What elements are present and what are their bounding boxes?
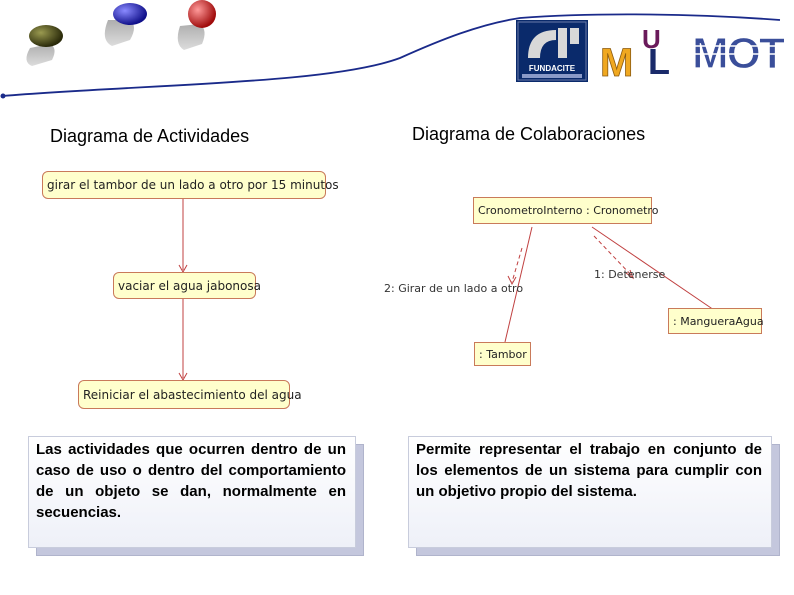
- uml-letter-m: M: [600, 41, 634, 82]
- collab-description: Permite representar el trabajo en conjunto de los elementos de un sistema para cumplir con un objetivo propio del sistema.: [416, 441, 762, 500]
- collab-message-girar: 2: Girar de un lado a otro: [384, 282, 524, 295]
- collab-message-detenerse: 1: Detenerse: [594, 268, 666, 281]
- collab-object-manguera: : MangueraAgua: [668, 308, 762, 334]
- activity-diagram-title: Diagrama de Actividades: [50, 126, 250, 146]
- activity-node-reiniciar: Reiniciar el abastecimiento del agua: [78, 380, 290, 409]
- activity-description: Las actividades que ocurren dentro de un caso de uso o dentro del comportamiento de un objeto se dan, normalmente en secuencias.: [36, 441, 346, 521]
- activity-node-vaciar: vaciar el agua jabonosa: [113, 272, 256, 299]
- collab-object-tambor: : Tambor: [474, 342, 531, 366]
- fundacite-logo-text: FUNDACITE: [528, 64, 576, 73]
- uml-letter-l: L: [648, 41, 670, 82]
- collab-object-cronometro: CronometroInterno : Cronometro: [473, 197, 652, 224]
- mot-logo-text: MOT: [692, 29, 784, 74]
- collaboration-diagram-title: Diagrama de Colaboraciones: [412, 124, 646, 144]
- activity-node-girar: girar el tambor de un lado a otro por 15 minutos: [42, 171, 326, 199]
- uml-letter-u: U: [642, 26, 661, 54]
